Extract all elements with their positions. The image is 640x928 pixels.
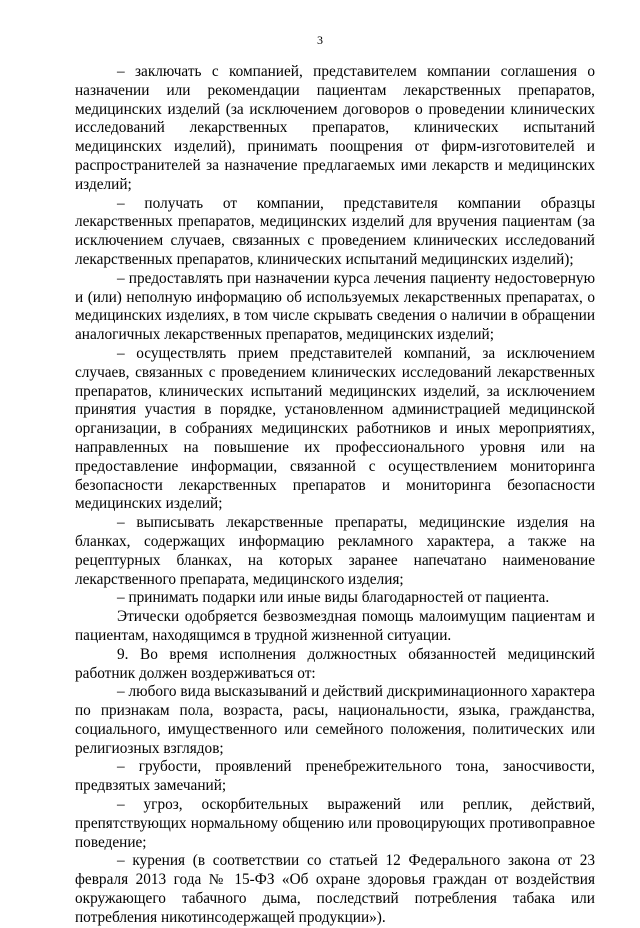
paragraph-smoking: – курения (в соответствии со статьей 12 Федерального закона от 23 февраля 2013 года № 15-ФЗ «Об охране здоровья граждан от воздействия окружающего табачного дыма, последствий потребления табака или потребления никотинсодержащей продукции»).	[75, 852, 595, 926]
paragraph-representatives: – осуществлять прием представителей компаний, за исключением случаев, связанных с проведением клинических исследований лекарственных препаратов, клинических испытаний медицинских изделий, за исключением принятия участия в порядке, установленном администрацией медицинской организации, в собраниях медицинских работников и иных мероприятиях, направленных на повышение их профессионального уровня или на предоставление информации, связанной с осуществлением мониторинга безопасности лекарственных препаратов и мониторинга безопасности медицинских изделий;	[75, 344, 595, 513]
paragraph-ethical-help: Этически одобряется безвозмездная помощь малоимущим пациентам и пациентам, находящимся в трудной жизненной ситуации.	[75, 608, 595, 644]
paragraph-rudeness: – грубости, проявлений пренебрежительного тона, заносчивости, предвзятых замечаний;	[75, 758, 595, 795]
document-body	[75, 63, 595, 928]
paragraph-gifts: – принимать подарки или иные виды благодарностей от пациента.	[117, 589, 550, 607]
paragraph-threats: – угроз, оскорбительных выражений или реплик, действий, препятствующих нормальному общению или провоцирующих противоправное поведение;	[75, 796, 595, 851]
page-number: 3	[317, 33, 323, 47]
paragraph-samples: – получать от компании, представителя компании образцы лекарственных препаратов, медицинских изделий для вручения пациентам (за исключением случаев, связанных с проведением клинических исследований лекарственных препаратов, клинических испытаний медицинских изделий);	[75, 194, 595, 268]
paragraph-prescription-forms: – выписывать лекарственные препараты, медицинские изделия на бланках, содержащих информацию рекламного характера, а также на рецептурных бланках, на которых заранее напечатано наименование лекарственного препарата, медицинского изделия;	[75, 514, 595, 588]
paragraph-section-9: 9. Во время исполнения должностных обязанностей медицинский работник должен воздерживаться от:	[75, 645, 595, 682]
paragraph-agreements: – заключать с компанией, представителем компании соглашения о назначении или рекомендации пациентам лекарственных препаратов, медицинских изделий (за исключением договоров о проведении клинических исследований лекарственных препаратов, клинических испытаний медицинских изделий), принимать поощрения от фирм-изготовителей и распространителей за назначение предлагаемых ими лекарств и медицинских изделий;	[75, 63, 595, 193]
paragraph-information: – предоставлять при назначении курса лечения пациенту недостоверную и (или) неполную информацию об используемых лекарственных препаратах, о медицинских изделиях, в том числе скрывать сведения о наличии в обращении аналогичных лекарственных препаратов, медицинских изделий;	[75, 269, 595, 344]
paragraph-discrimination: – любого вида высказываний и действий дискриминационного характера по признакам пола, возраста, расы, национальности, языка, гражданства, социального, имущественного или семейного положения, политических или религиозных взглядов;	[75, 683, 595, 757]
